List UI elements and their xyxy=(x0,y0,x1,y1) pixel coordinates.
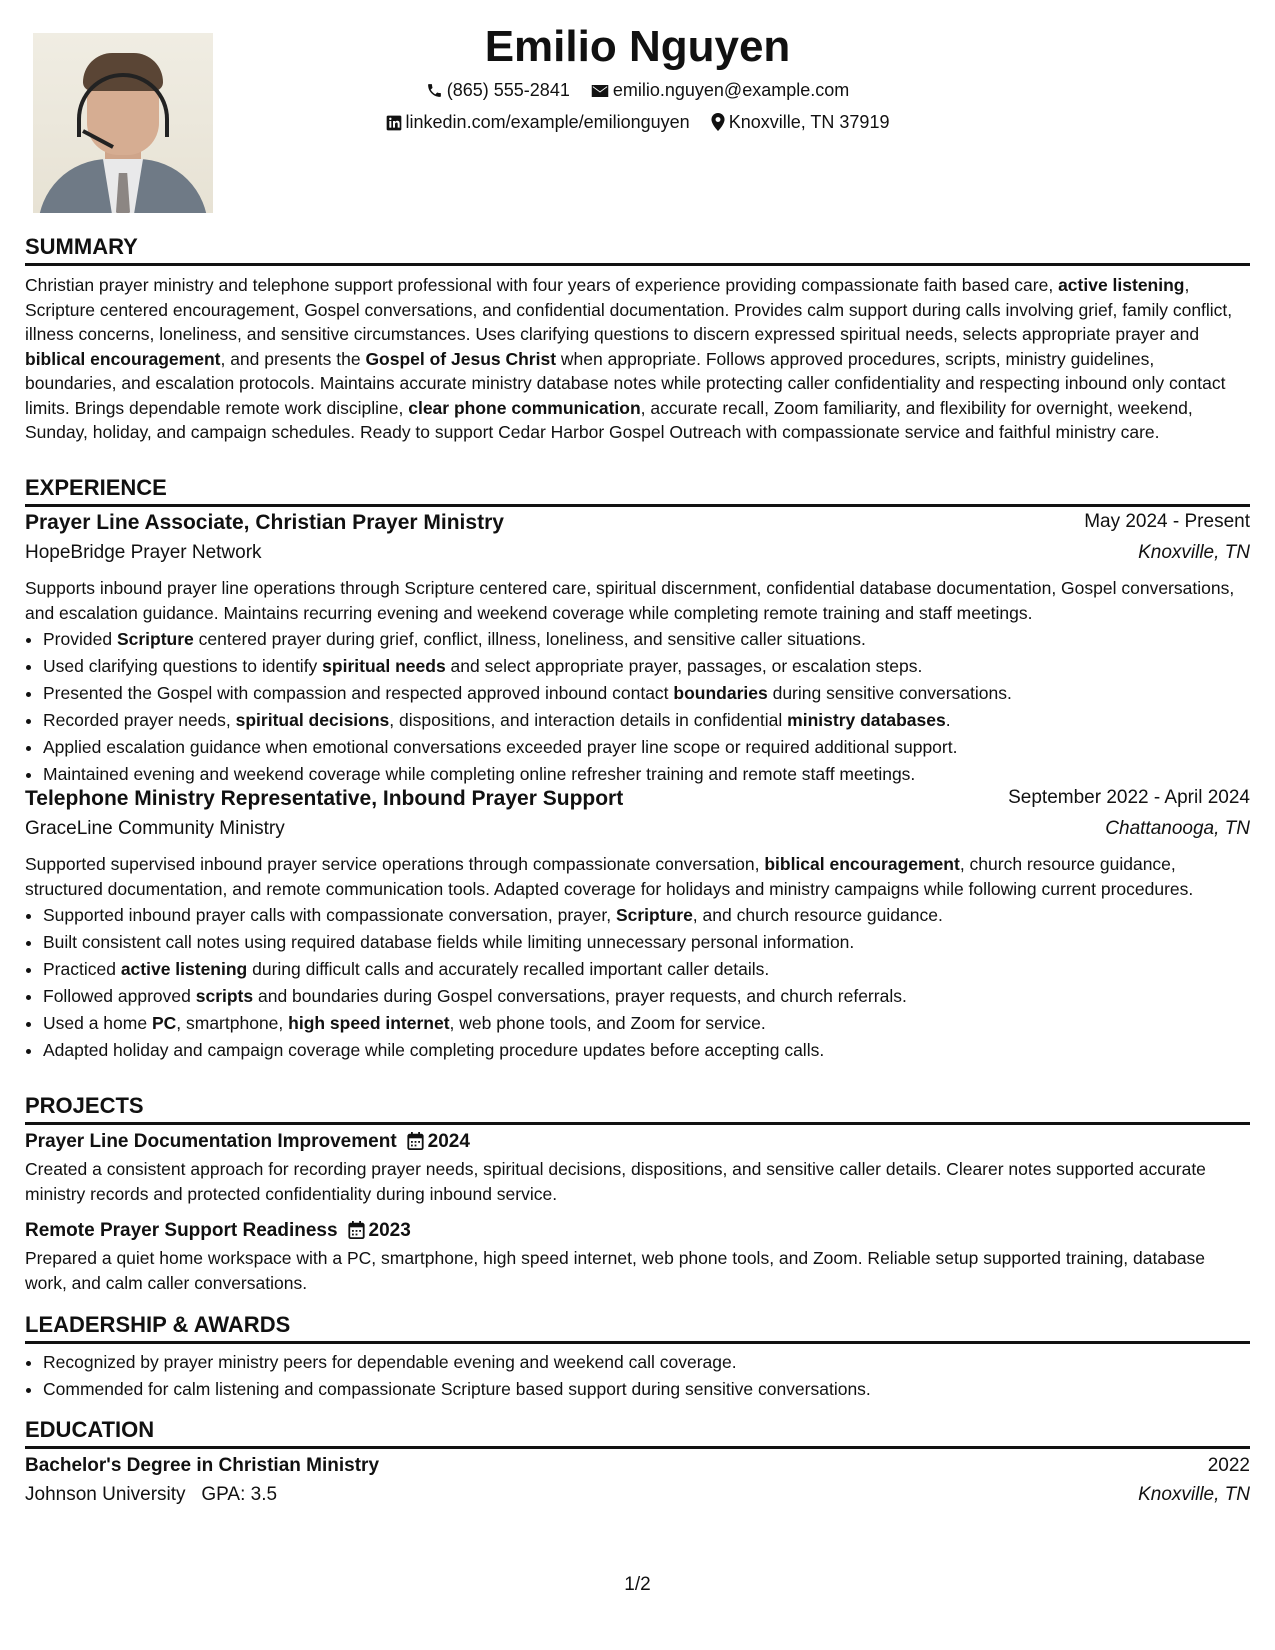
job-title: Telephone Ministry Representative, Inbound Prayer Support xyxy=(25,787,624,810)
experience-section xyxy=(25,474,1250,507)
summary-section xyxy=(25,233,1250,445)
leadership-bullets xyxy=(25,1349,1250,1403)
list-item: • Used clarifying questions to identify spiritual needs and select appropriate prayer, passages, or escalation steps. xyxy=(43,653,1250,680)
list-item: • Recorded prayer needs, spiritual decisions, dispositions, and interaction details in confidential ministry databases. xyxy=(43,707,1250,734)
graduation-year: 2022 xyxy=(1207,1455,1250,1476)
section-title-projects: PROJECTS xyxy=(25,1093,144,1118)
list-item: • Used a home PC, smartphone, high speed internet, web phone tools, and Zoom for service. xyxy=(43,1010,1250,1037)
project-title-row xyxy=(25,1131,1250,1153)
list-item: • Applied escalation guidance when emotional conversations exceeded prayer line scope or required additional support. xyxy=(43,734,1250,761)
contact-row-secondary xyxy=(0,112,1275,133)
section-title-summary: SUMMARY xyxy=(25,234,138,259)
linkedin-text: linkedin.com/example/emilionguyen xyxy=(405,112,690,132)
job-1-body xyxy=(25,576,1250,788)
education-section xyxy=(25,1416,1250,1449)
project-year: 2024 xyxy=(427,1131,470,1152)
list-item: • Presented the Gospel with compassion and respected approved inbound contact boundaries during sensitive conversations. xyxy=(43,680,1250,707)
projects-section xyxy=(25,1092,1250,1125)
section-title-education: EDUCATION xyxy=(25,1417,155,1442)
calendar-icon xyxy=(348,1221,365,1239)
list-item: • Adapted holiday and campaign coverage while completing procedure updates before accepting calls. xyxy=(43,1037,1250,1064)
section-divider xyxy=(25,1446,1250,1449)
calendar-icon xyxy=(407,1132,424,1150)
project-title: Remote Prayer Support Readiness xyxy=(25,1220,338,1241)
leadership-section xyxy=(25,1311,1250,1403)
gpa: GPA: 3.5 xyxy=(201,1484,278,1505)
list-item: • Supported inbound prayer calls with compassionate conversation, prayer, Scripture, and church resource guidance. xyxy=(43,902,1250,929)
project-1 xyxy=(25,1131,1250,1206)
section-divider xyxy=(25,1341,1250,1344)
section-title-leadership: LEADERSHIP & AWARDS xyxy=(25,1312,291,1337)
contact-email[interactable] xyxy=(591,80,849,101)
contact-linkedin[interactable] xyxy=(386,112,690,133)
job-dates: May 2024 - Present xyxy=(1084,511,1250,532)
list-item: • Maintained evening and weekend coverage while completing online refresher training and remote staff meetings. xyxy=(43,761,1250,788)
job-location: Chattanooga, TN xyxy=(1105,818,1250,839)
list-item: • Built consistent call notes using required database fields while limiting unnecessary personal information. xyxy=(43,929,1250,956)
school-name: Johnson University xyxy=(25,1484,186,1505)
linkedin-icon xyxy=(386,115,402,131)
list-item: • Provided Scripture centered prayer during grief, conflict, illness, loneliness, and sensitive caller situations. xyxy=(43,626,1250,653)
section-divider xyxy=(25,1122,1250,1125)
project-2 xyxy=(25,1220,1250,1295)
section-title-experience: EXPERIENCE xyxy=(25,475,167,500)
candidate-name: Emilio Nguyen xyxy=(484,22,791,71)
education-degree-row xyxy=(25,1455,1250,1485)
project-year: 2023 xyxy=(368,1220,411,1241)
degree-name: Bachelor's Degree in Christian Ministry xyxy=(25,1455,380,1476)
job-summary: Supports inbound prayer line operations through Scripture centered care, spiritual discernment, confidential database documentation, Gospel conversations, and escalation guidance. Maintains recurring evening and weekend coverage while completing remote training and staff meetings. xyxy=(25,578,1235,623)
contact-location xyxy=(711,112,890,133)
job-1-bullets xyxy=(25,626,1250,788)
page-number: 1/2 xyxy=(624,1574,651,1595)
job-2-bullets xyxy=(25,902,1250,1064)
job-org: GraceLine Community Ministry xyxy=(25,818,285,839)
job-1-org-row xyxy=(25,542,1250,572)
phone-icon xyxy=(426,82,443,99)
list-item: • Recognized by prayer ministry peers for dependable evening and weekend call coverage. xyxy=(43,1349,1250,1376)
project-description: Created a consistent approach for recording prayer needs, spiritual decisions, dispositions, and sensitive caller details. Clearer notes supported accurate ministry records and protected confidentiality during inbound service. xyxy=(25,1159,1206,1204)
job-location: Knoxville, TN xyxy=(1138,542,1250,563)
contact-phone[interactable] xyxy=(426,80,570,101)
email-text: emilio.nguyen@example.com xyxy=(612,80,850,100)
job-2-body xyxy=(25,852,1250,1064)
education-school-row xyxy=(25,1484,1250,1514)
project-description: Prepared a quiet home workspace with a PC, smartphone, high speed internet, web phone tools, and Zoom. Reliable setup supported training, database work, and calm caller conversations. xyxy=(25,1248,1206,1293)
list-item: • Commended for calm listening and compassionate Scripture based support during sensitive conversations. xyxy=(43,1376,1250,1403)
list-item: • Followed approved scripts and boundaries during Gospel conversations, prayer requests, and church referrals. xyxy=(43,983,1250,1010)
job-2-org-row xyxy=(25,818,1250,848)
job-summary: Supported supervised inbound prayer service operations through compassionate conversation, biblical encouragement, church resource guidance, structured documentation, and remote communication tools. Adapted coverage for holidays and ministry campaigns while following current procedures. xyxy=(25,854,1194,899)
location-text: Knoxville, TN 37919 xyxy=(728,112,890,132)
job-dates: September 2022 - April 2024 xyxy=(1008,787,1250,808)
project-title: Prayer Line Documentation Improvement xyxy=(25,1131,397,1152)
section-divider xyxy=(25,263,1250,266)
contact-row-primary xyxy=(0,80,1275,101)
location-pin-icon xyxy=(711,113,725,131)
school-info xyxy=(25,1484,277,1506)
job-2-header xyxy=(25,787,1250,817)
job-org: HopeBridge Prayer Network xyxy=(25,542,262,563)
phone-text: (865) 555-2841 xyxy=(446,80,570,100)
section-divider xyxy=(25,504,1250,507)
list-item: • Practiced active listening during difficult calls and accurately recalled important caller details. xyxy=(43,956,1250,983)
summary-text: Christian prayer ministry and telephone support professional with four years of experience providing compassionate faith based care, active listening, Scripture centered encouragement, Gospel conversations, and confidential documentation. Provides calm support during calls involving grief, family conflict, illness concerns, loneliness, and sensitive circumstances. Uses clarifying questions to discern expressed spiritual needs, selects appropriate prayer and biblical encouragement, and presents the Gospel of Jesus Christ when appropriate. Follows approved procedures, scripts, ministry guidelines, boundaries, and escalation protocols. Maintains accurate ministry database notes while protecting caller confidentiality and respecting inbound only contact limits. Brings dependable remote work discipline, clear phone communication, accurate recall, Zoom familiarity, and flexibility for overnight, weekend, Sunday, holiday, and campaign schedules. Ready to support Cedar Harbor Gospel Outreach with compassionate service and faithful ministry care. xyxy=(25,275,1233,442)
school-location: Knoxville, TN xyxy=(1138,1484,1250,1505)
job-title: Prayer Line Associate, Christian Prayer Ministry xyxy=(25,511,504,534)
email-icon xyxy=(591,83,609,99)
job-1-header xyxy=(25,511,1250,541)
project-title-row xyxy=(25,1220,1250,1242)
